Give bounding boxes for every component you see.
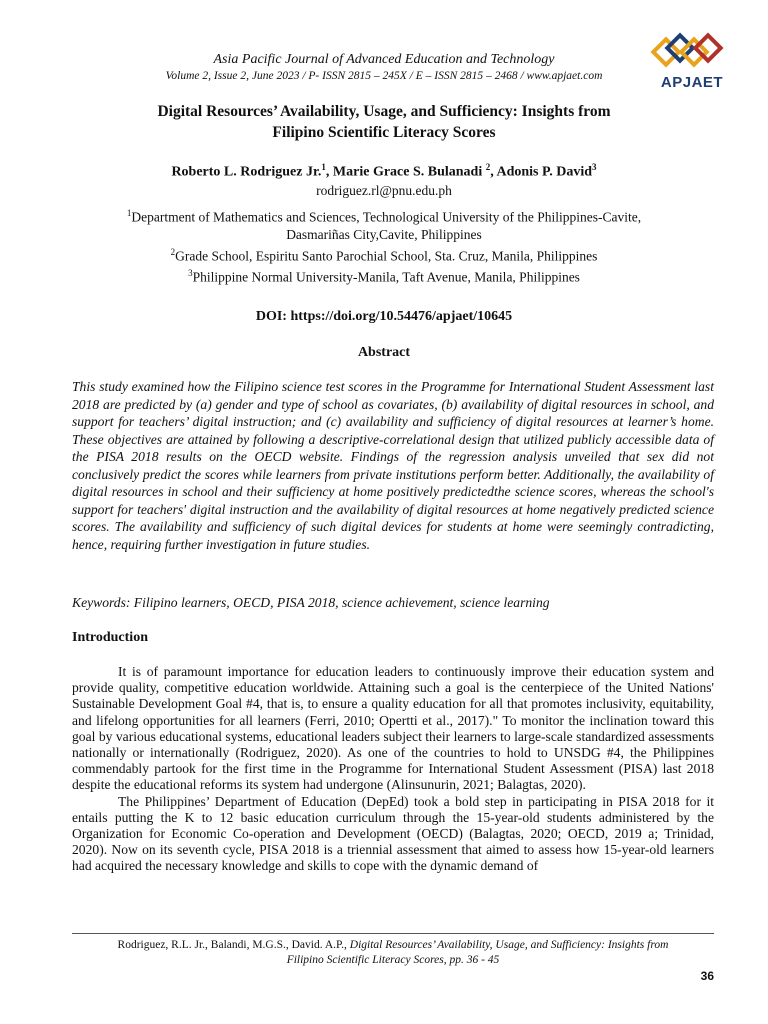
affiliation-1-line1: Department of Mathematics and Sciences, Technological University of the Philippines-Cavite, (131, 209, 642, 225)
author-3: , Adonis P. David (490, 164, 593, 180)
footer-citation-line2: Filipino Scientific Literacy Scores, pp. 36 - 45 (286, 954, 500, 966)
affiliation-1-line2: Dasmariñas City,Cavite, Philippines (286, 226, 482, 242)
journal-logo (650, 32, 734, 94)
paper-title-line1: Digital Resources’ Availability, Usage, and Sufficiency: Insights from (157, 103, 611, 120)
keywords-label: Keywords (72, 595, 126, 610)
affiliation-1-sup: 1 (126, 208, 132, 218)
page-number: 36 (700, 969, 714, 983)
footer-divider (72, 933, 714, 934)
affiliation-1 (0, 205, 768, 243)
affiliation-3-text: Philippine Normal University-Manila, Taft Avenue, Manila, Philippines (192, 269, 580, 285)
logo-text: APJAET (660, 74, 724, 91)
journal-title: Asia Pacific Journal of Advanced Education and Technology (213, 52, 555, 67)
affiliation-2 (0, 244, 768, 265)
doi-link[interactable]: DOI: https://doi.org/10.54476/apjaet/10645 (255, 309, 513, 324)
abstract-heading: Abstract (357, 345, 411, 360)
introduction-paragraph-2: The Philippines’ Department of Education (DepEd) took a bold step in participating in PISA 2018 for it entails putting the K to 12 basic education curriculum through the 15-year-old students administered by the Organization for Economic Co-operation and Development (OECD) (Balagtas, 2020; OECD, 2019 a; Trinidad, 2020). Now on its seventh cycle, PISA 2018 is a triennial assessment that aimed to assess how 15-year-old learners had acquired the necessary knowledge and skills to cope with the dynamic demand of (72, 793, 714, 874)
author-2-sup: 2 (485, 162, 491, 172)
author-3-sup: 3 (592, 162, 597, 172)
author-1-sup: 1 (321, 162, 326, 172)
author-2: , Marie Grace S. Bulanadi (325, 164, 483, 180)
affiliation-2-text: Grade School, Espiritu Santo Parochial School, Sta. Cruz, Manila, Philippines (175, 248, 598, 264)
journal-meta: Volume 2, Issue 2, June 2023 / P- ISSN 2815 – 245X / E – ISSN 2815 – 2468 / www.apjaet.com (165, 70, 603, 82)
author-email: rodriguez.rl@pnu.edu.ph (316, 183, 452, 198)
footer-citation-authors: Rodriguez, R.L. Jr., Balandi, M.G.S., David. A.P., (117, 939, 350, 951)
affiliation-3-sup: 3 (188, 268, 193, 278)
affiliation-2-sup: 2 (170, 247, 176, 257)
logo-diamonds-icon (650, 32, 734, 72)
author-1: Roberto L. Rodriguez Jr. (171, 164, 322, 180)
footer-citation-title: Digital Resources’ Availability, Usage, and Sufficiency: Insights from (349, 939, 669, 951)
abstract-body: This study examined how the Filipino science test scores in the Programme for International Student Assessment last 2018 are predicted by (a) gender and type of school as covariates, (b) availability of digital resources in school, and support for teachers’ digital instruction; and (c) availability and sufficiency of digital resources at learner’s home. These objectives are attained by following a descriptive-correlational design that utilized publicly accessible data of the PISA 2018 results on the OECD website. Findings of the regression analysis unveiled that sex did not conclusively predict the scores while learners from private institutions perform better. Additionally, the availability of digital resources in school and their sufficiency at home positively predictedthe science scores, whereas the school's support for teachers' digital instruction and the availability of digital resources at home negatively predicted science scores. The availability and sufficiency of such digital devices for students at home were seemingly contradicting, hence, requiring further investigation in future studies. (72, 379, 714, 552)
keywords-text: : Filipino learners, OECD, PISA 2018, science achievement, science learning (125, 595, 550, 610)
affiliation-3 (0, 265, 768, 286)
introduction-heading: Introduction (72, 630, 148, 645)
introduction-paragraph-1: It is of paramount importance for education leaders to continuously improve their education system and provide quality, competitive education worldwide. Attaining such a goal is the centerpiece of the United Nations' Sustainable Development Goal #4, that is, to ensure a quality education for all that promotes inclusivity, equitability, and lifelong opportunities for all learners (Ferri, 2010; Opertti et al., 2017)." To monitor the inclination toward this goal by various educational systems, educational leaders subject their learners to large-scale standardized assessments nationally or internationally (Rodriguez, 2020). As one of the countries to hold to UNSDG #4, the Philippines commendably partook for the first time in the Programme for International Student Assessment (PISA) last 2018 despite the educational reforms its system had undergone (Alinsunurin, 2021; Balagtas, 2020). (72, 664, 714, 793)
paper-title (80, 101, 688, 143)
introduction-body (72, 664, 714, 875)
author-list (0, 162, 768, 181)
paper-title-line2: Filipino Scientific Literacy Scores (272, 124, 496, 141)
keywords (72, 595, 714, 611)
footer-citation (72, 938, 714, 968)
